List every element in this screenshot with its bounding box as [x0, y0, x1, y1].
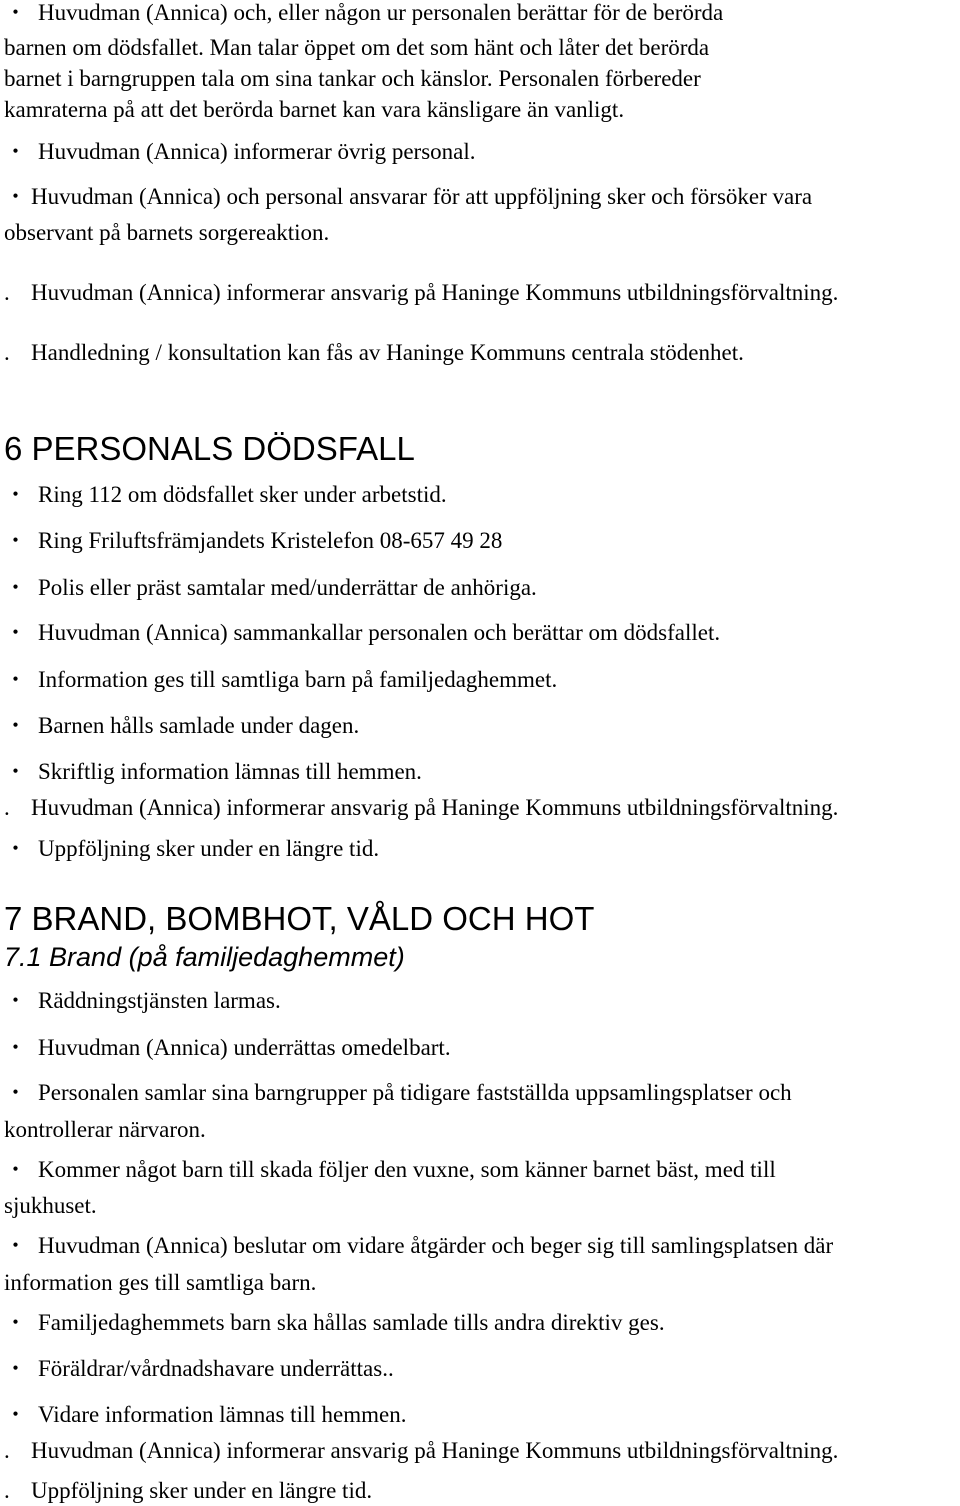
text-line	[4, 97, 624, 123]
bullet-marker: ・	[4, 1402, 27, 1427]
bullet-marker: ・	[4, 988, 27, 1013]
list-item	[4, 575, 537, 601]
line-text: Räddningstjänsten larmas.	[38, 988, 281, 1013]
bullet-marker: ・	[4, 139, 27, 164]
line-text: Huvudman (Annica) sammankallar personalen och berättar om dödsfallet.	[38, 620, 721, 645]
line-text: barnet i barngruppen tala om sina tankar och känslor. Personalen förbereder	[4, 66, 701, 91]
line-text: Information ges till samtliga barn på familjedaghemmet.	[38, 667, 558, 692]
subsection-heading: 7.1 Brand (på familjedaghemmet)	[4, 942, 405, 972]
bullet-marker: ・	[4, 575, 27, 600]
list-item	[4, 713, 359, 739]
list-item	[4, 1117, 206, 1143]
bullet-marker: ・	[4, 0, 27, 25]
line-text: Huvudman (Annica) informerar ansvarig på Haninge Kommuns utbildningsförvaltning.	[31, 1438, 839, 1463]
list-item	[4, 620, 720, 646]
line-text: kontrollerar närvaron.	[4, 1117, 206, 1142]
line-text: barnen om dödsfallet. Man talar öppet om det som hänt och låter det berörda	[4, 35, 710, 60]
list-item	[4, 1402, 406, 1428]
line-text: Polis eller präst samtalar med/underrättar de anhöriga.	[38, 575, 537, 600]
text-line	[4, 0, 723, 26]
list-item	[4, 759, 422, 785]
line-text: kamraterna på att det berörda barnet kan vara känsligare än vanligt.	[4, 97, 625, 122]
line-text: information ges till samtliga barn.	[4, 1270, 317, 1295]
section-heading: 6 PERSONALS DÖDSFALL	[4, 430, 415, 467]
line-text: Handledning / konsultation kan fås av Haninge Kommuns centrala stödenhet.	[31, 340, 744, 365]
line-text: Familjedaghemmets barn ska hållas samlade tills andra direktiv ges.	[38, 1310, 665, 1335]
list-item	[4, 1438, 838, 1464]
line-text: Uppföljning sker under en längre tid.	[38, 836, 380, 861]
line-text: Ring 112 om dödsfallet sker under arbetstid.	[38, 482, 447, 507]
line-text: Huvudman (Annica) informerar ansvarig på Haninge Kommuns utbildningsförvaltning.	[31, 795, 839, 820]
list-item	[4, 836, 379, 862]
text-line	[4, 139, 476, 165]
line-text: Huvudman (Annica) informerar ansvarig på Haninge Kommuns utbildningsförvaltning.	[31, 280, 839, 305]
text-line	[4, 35, 709, 61]
line-text: Barnen hålls samlade under dagen.	[38, 713, 360, 738]
text-line	[4, 66, 701, 92]
bullet-marker: .	[4, 280, 10, 305]
text-line	[4, 280, 838, 306]
bullet-marker: ・	[4, 184, 27, 209]
list-item	[4, 528, 502, 554]
section-heading: 7 BRAND, BOMBHOT, VÅLD OCH HOT	[4, 900, 595, 937]
bullet-marker: ・	[4, 1157, 27, 1182]
line-text: Huvudman (Annica) och, eller någon ur personalen berättar för de berörda	[38, 0, 724, 25]
line-text: sjukhuset.	[4, 1193, 97, 1218]
line-text: observant på barnets sorgereaktion.	[4, 220, 330, 245]
list-item	[4, 1478, 372, 1504]
bullet-marker: .	[4, 340, 10, 365]
list-item	[4, 1356, 394, 1382]
list-item	[4, 1270, 316, 1296]
list-item	[4, 1080, 792, 1106]
text-line	[4, 340, 744, 366]
line-text: Personalen samlar sina barngrupper på tidigare fastställda uppsamlingsplatser och	[38, 1080, 792, 1105]
bullet-marker: .	[4, 795, 10, 820]
bullet-marker: ・	[4, 759, 27, 784]
line-text: Huvudman (Annica) beslutar om vidare åtgärder och beger sig till samlingsplatsen där	[38, 1233, 834, 1258]
line-text: Ring Friluftsfrämjandets Kristelefon 08-657 49 28	[38, 528, 503, 553]
list-item	[4, 1233, 833, 1259]
bullet-marker: .	[4, 1478, 10, 1503]
list-item	[4, 1035, 451, 1061]
line-text: Uppföljning sker under en längre tid.	[31, 1478, 373, 1503]
bullet-marker: ・	[4, 620, 27, 645]
list-item	[4, 1157, 776, 1183]
bullet-marker: ・	[4, 1080, 27, 1105]
text-line	[4, 220, 329, 246]
list-item	[4, 667, 557, 693]
bullet-marker: .	[4, 1438, 10, 1463]
bullet-marker: ・	[4, 1356, 27, 1381]
line-text: Huvudman (Annica) underrättas omedelbart.	[38, 1035, 451, 1060]
list-item	[4, 795, 838, 821]
bullet-marker: ・	[4, 1310, 27, 1335]
bullet-marker: ・	[4, 1233, 27, 1258]
bullet-marker: ・	[4, 836, 27, 861]
line-text: Skriftlig information lämnas till hemmen.	[38, 759, 422, 784]
list-item	[4, 1193, 97, 1219]
list-item	[4, 482, 447, 508]
bullet-marker: ・	[4, 667, 27, 692]
line-text: Föräldrar/vårdnadshavare underrättas..	[38, 1356, 394, 1381]
line-text: Huvudman (Annica) och personal ansvarar för att uppföljning sker och försöker vara	[31, 184, 813, 209]
list-item	[4, 1310, 665, 1336]
text-line	[4, 184, 812, 210]
bullet-marker: ・	[4, 482, 27, 507]
line-text: Huvudman (Annica) informerar övrig personal.	[38, 139, 476, 164]
bullet-marker: ・	[4, 713, 27, 738]
line-text: Vidare information lämnas till hemmen.	[38, 1402, 407, 1427]
bullet-marker: ・	[4, 528, 27, 553]
list-item	[4, 988, 281, 1014]
line-text: Kommer något barn till skada följer den vuxne, som känner barnet bäst, med till	[38, 1157, 776, 1182]
bullet-marker: ・	[4, 1035, 27, 1060]
